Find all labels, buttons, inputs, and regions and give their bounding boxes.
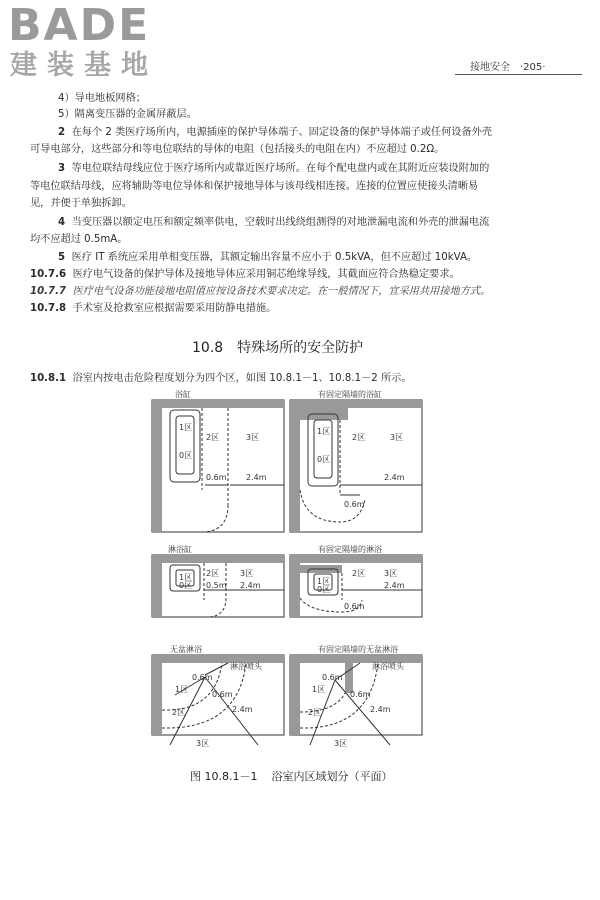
dimension-label: 0.6m [350, 690, 371, 699]
clause-10-8-1: 10.8.1 浴室内按电击危险程度划分为四个区，如图 10.8.1－1、10.8.1－2 所示。 [30, 373, 412, 384]
dimension-label: 0.6m [344, 602, 365, 611]
dimension-label: 0.6m [212, 690, 233, 699]
zone-label: 3区 [384, 569, 398, 578]
dimension-label: 2.4m [370, 705, 391, 714]
dimension-label: 0.6m [344, 500, 365, 509]
text-line: 5）隔离变压器的金属屏蔽层。 [58, 109, 197, 120]
dimension-label: 2.4m [240, 581, 261, 590]
panel-title: 有固定隔墙的浴缸 [318, 390, 382, 399]
text-line: 4）导电地板网格； [58, 93, 146, 104]
section-heading: 10.8 特殊场所的安全防护 [192, 340, 364, 356]
text-line: 均不应超过 0.5mA。 [30, 234, 128, 245]
text-line: 5 医疗 IT 系统应采用单相变压器，其额定输出容量不应小于 0.5kVA，但不应超过 10kVA。 [58, 252, 478, 263]
panel-open-shower [152, 655, 284, 745]
zone-label: 0区 [179, 451, 193, 460]
zone-label: 3区 [240, 569, 254, 578]
logo-text-en: BADE [8, 0, 151, 51]
text-line: 可导电部分，这些部分和等电位联结的导体的电阻（包括接头的电阻在内）不应超过 0.2Ω。 [30, 144, 445, 155]
panel-bathtub-partition [290, 400, 422, 532]
clause-10-7-6: 10.7.6 医疗电气设备的保护导体及接地导体应采用铜芯绝缘导线，其截面应符合热稳定要求。 [30, 269, 460, 280]
zone-label: 2区 [352, 569, 366, 578]
text-line: 2 在每个 2 类医疗场所内，电源插座的保护导体端子、固定设备的保护导体端子或任何设备外壳 [58, 127, 493, 138]
panel-title: 有固定隔墙的无盆淋浴 [318, 645, 398, 654]
dimension-label: 2.4m [246, 473, 267, 482]
shower-head-label: 淋浴喷头 [372, 662, 404, 671]
dimension-label: 2.4m [384, 581, 405, 590]
zone-label: 1区 [179, 423, 193, 432]
clause-10-7-8: 10.7.8 手术室及抢救室应根据需要采用防静电措施。 [30, 303, 277, 314]
zone-label: 2区 [206, 569, 220, 578]
zone-label: 0区 [317, 455, 331, 464]
header-title: 接地安全 [470, 62, 510, 73]
dimension-label: 2.4m [384, 473, 405, 482]
dimension-label: 0.6m [206, 473, 227, 482]
zone-label: 3区 [196, 739, 210, 748]
zone-label: 1区 [312, 685, 326, 694]
zone-label: 2区 [206, 433, 220, 442]
dimension-label: 0.6m [192, 673, 213, 682]
panel-bathtub [152, 400, 284, 532]
dimension-label: 0.6m [322, 673, 343, 682]
zone-label: 2区 [352, 433, 366, 442]
page-number: ·205· [520, 62, 546, 73]
zone-label: 2区 [172, 708, 186, 717]
panel-title: 浴缸 [175, 390, 191, 399]
panel-title: 有固定隔墙的淋浴 [318, 545, 382, 554]
shower-head-label: 淋浴喷头 [230, 662, 262, 671]
zone-label: 1区 [317, 427, 331, 436]
zone-label: 1区 [179, 573, 193, 582]
zone-label: 3区 [334, 739, 348, 748]
zone-label: 1区 [175, 685, 189, 694]
figure-caption: 图 10.8.1－1 浴室内区域划分（平面） [190, 770, 393, 783]
zone-label: 0区 [317, 585, 331, 594]
clause-10-7-7: 10.7.7 医疗电气设备功能接地电阻值应按设备技术要求决定。在一般情况下，宜采用共用接地方式。 [30, 286, 491, 297]
panel-title: 无盆淋浴 [170, 645, 202, 654]
text-line: 3 等电位联结母线应位于医疗场所内或靠近医疗场所。在每个配电盘内或在其附近应装设附加的 [58, 163, 490, 174]
text-line: 等电位联结母线，应将辅助等电位导体和保护接地导体与该母线相连接。连接的位置应使接头清晰易 [30, 181, 479, 192]
zone-label: 0区 [179, 581, 193, 590]
dimension-label: 0.5m [206, 581, 227, 590]
dimension-label: 2.4m [232, 705, 253, 714]
text-line: 见，并便于单独拆卸。 [30, 198, 132, 209]
zone-label: 3区 [390, 433, 404, 442]
zone-label: 2区 [308, 708, 322, 717]
text-line: 4 当变压器以额定电压和额定频率供电，空载时出线绕组测得的对地泄漏电流和外壳的泄漏电流 [58, 217, 490, 228]
zone-label: 1区 [317, 577, 331, 586]
zone-label: 3区 [246, 433, 260, 442]
logo-text-cn: 建装基地 [10, 50, 158, 81]
panel-title: 淋浴缸 [168, 545, 192, 554]
